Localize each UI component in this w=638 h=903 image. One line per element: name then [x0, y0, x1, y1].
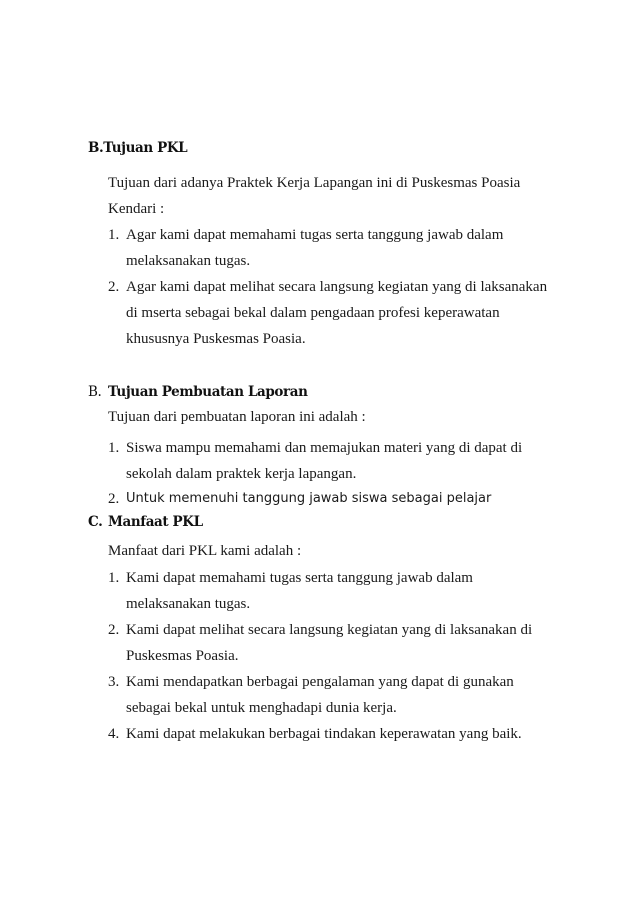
list-item-text: [126, 617, 586, 669]
list-line: Kami dapat melakukan berbagai tindakan keperawatan yang baik.: [126, 726, 522, 742]
list-item-text: [126, 435, 586, 487]
list-line: melaksanakan tugas.: [126, 596, 251, 612]
list-line: Kami mendapatkan berbagai pengalaman yang dapat di gunakan: [126, 674, 514, 690]
list-line: Untuk memenuhi tanggung jawab siswa sebagai pelajar: [126, 491, 492, 506]
list-line: sekolah dalam praktek kerja lapangan.: [126, 466, 357, 482]
list-number: 2.: [108, 622, 120, 638]
list-line: Kami dapat memahami tugas serta tanggung jawab dalam: [126, 570, 473, 586]
intro-line: Tujuan dari pembuatan laporan ini adalah :: [108, 409, 366, 425]
list-number: 1.: [108, 570, 120, 586]
intro-line: Kendari :: [108, 201, 165, 217]
section-intro-tujuan-laporan: [108, 404, 578, 430]
list-item-text: [126, 274, 586, 352]
list-number: 1.: [108, 227, 120, 243]
section-marker: B.: [88, 384, 102, 400]
list-line: Agar kami dapat memahami tugas serta tanggung jawab dalam: [126, 227, 504, 243]
section-heading-tujuan-pembuatan-laporan: [88, 384, 308, 400]
section-intro-manfaat-pkl: [108, 538, 578, 564]
list-item-text: [126, 721, 586, 747]
section-heading-manfaat-pkl: [88, 514, 203, 530]
list-line: Siswa mampu memahami dan memajukan materi yang di dapat di: [126, 440, 523, 456]
intro-line: Manfaat dari PKL kami adalah :: [108, 543, 302, 559]
list-number: 4.: [108, 726, 120, 742]
list-line: Puskesmas Poasia.: [126, 648, 239, 664]
list-line: sebagai bekal untuk menghadapi dunia kerja.: [126, 700, 397, 716]
list-line: melaksanakan tugas.: [126, 253, 251, 269]
section-marker: C.: [88, 514, 103, 530]
list-number: 2.: [108, 279, 120, 295]
list-number: 3.: [108, 674, 120, 690]
intro-line: Tujuan dari adanya Praktek Kerja Lapangan ini di Puskesmas Poasia: [108, 175, 521, 191]
section-heading-text: Manfaat PKL: [108, 514, 203, 530]
list-line: khususnya Puskesmas Poasia.: [126, 331, 306, 347]
list-number: 1.: [108, 440, 120, 456]
section-heading-tujuan-pkl: B.Tujuan PKL: [88, 140, 188, 156]
list-number: 2.: [108, 491, 120, 507]
section-heading-text: Tujuan Pembuatan Laporan: [108, 384, 308, 400]
list-item-text: [126, 669, 586, 721]
list-item-text: [126, 222, 586, 274]
list-line: di mserta sebagai bekal dalam pengadaan profesi keperawatan: [126, 305, 500, 321]
section-intro-tujuan-pkl: [108, 170, 578, 222]
list-line: Agar kami dapat melihat secara langsung kegiatan yang di laksanakan: [126, 279, 548, 295]
list-item-text: [126, 486, 586, 512]
list-line: Kami dapat melihat secara langsung kegiatan yang di laksanakan di: [126, 622, 533, 638]
list-item-text: [126, 565, 586, 617]
